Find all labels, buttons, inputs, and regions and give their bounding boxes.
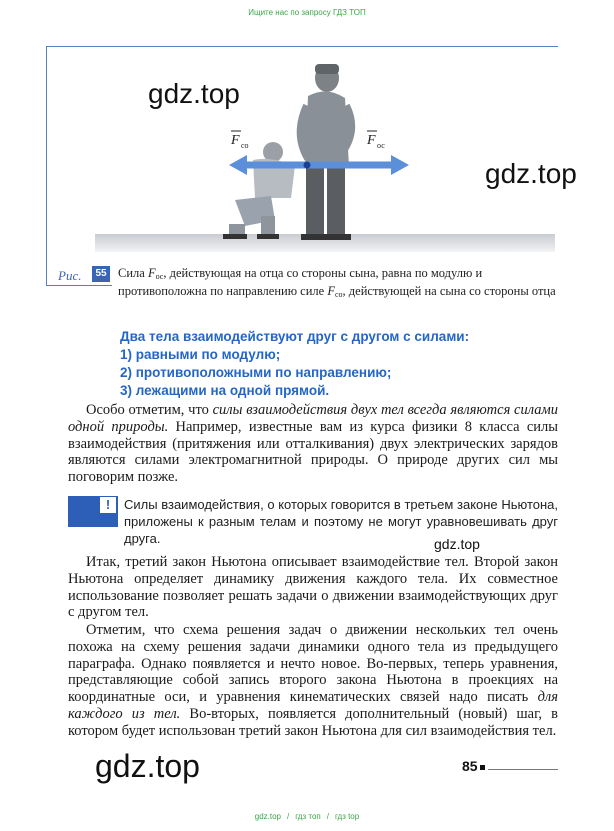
figure-frame-top xyxy=(46,46,558,47)
page-number: 85 xyxy=(462,758,478,774)
footer-links: gdz.top / гдз топ / гдз top xyxy=(254,812,360,821)
figure-frame-bottom xyxy=(46,285,112,286)
page-number-marker xyxy=(480,765,485,770)
highlight-intro: Два тела взаимодействуют друг с другом с силами: xyxy=(120,329,470,344)
figure-frame-left xyxy=(46,46,47,286)
highlight-item: 3) лежащими на одной прямой. xyxy=(120,383,330,398)
note-text: Силы взаимодействия, о которых говорится в третьем законе Ньютона, приложены к разным телам и поэтому не могут уравновешивать друг друга. xyxy=(124,497,558,546)
paragraph-forces-nature: Особо отметим, что силы взаимодействия двух тел всегда являются силами одной природы. Например, известные вам из курса физики 8 класса силы взаимодействия (притяжения или отталкивания) двух электрических зарядов являются силами электромагнитной природы. О природе других сил мы поговорим позже. xyxy=(68,402,558,486)
svg-text:со: со xyxy=(241,141,249,150)
note-underline xyxy=(68,526,118,527)
page-number-rule xyxy=(488,769,558,770)
figure-caption: Сила $F_{ос}$, действующая на отца со стороны сына, равна по модулю и противоположна по направлению силе $F_{со}$, действующей на сына со стороны отца xyxy=(118,266,556,299)
watermark: gdz.top xyxy=(485,158,577,189)
footer-link[interactable]: гдз top xyxy=(334,812,360,821)
force-label-right xyxy=(366,131,385,150)
highlight-rule xyxy=(120,328,560,400)
footer-link[interactable]: гдз топ xyxy=(295,812,321,821)
highlight-item: 2) противоположными по направлению; xyxy=(120,365,392,380)
watermark: gdz.top xyxy=(434,536,480,552)
watermark: gdz.top xyxy=(148,78,240,109)
son-figure xyxy=(223,142,295,239)
svg-text:F: F xyxy=(231,133,240,148)
highlight-item: 1) равными по модулю; xyxy=(120,347,281,362)
father-figure xyxy=(301,64,351,240)
top-search-note: Ищите нас по запросу ГДЗ ТОП xyxy=(248,8,366,17)
footer-link[interactable]: gdz.top xyxy=(254,812,282,821)
svg-text:F: F xyxy=(367,133,376,148)
paragraph-third-law-summary: Итак, третий закон Ньютона описывает взаимодействие тел. Второй закон Ньютона определяет динамику движения каждого тела. Их совместное использование позволяет решать задачи о движении взаимодействующих друг с другом тел. xyxy=(68,554,558,621)
watermark: gdz.top xyxy=(95,748,200,784)
svg-text:ос: ос xyxy=(377,141,385,150)
force-label-left xyxy=(230,131,249,150)
figure-label-prefix: Рис. xyxy=(58,268,82,283)
paragraph-solution-scheme: Отметим, что схема решения задач о движении нескольких тел очень похожа на схему решения задачи динамики одного тела из предыдущего параграфа. Однако появляется и нечто новое. Во-первых, теперь уравнения, представляющие собой запись второго закона Ньютона в проекциях на координатные оси, и уравнения кинематических связей надо писать для каждого из тел. Во-вторых, появляется дополнительный (новый) шаг, в котором будет использован третий закон Ньютона для сил взаимодействия тел. xyxy=(68,622,558,739)
exclamation-icon: ! xyxy=(100,497,116,513)
figure-number-badge: 55 xyxy=(92,266,110,282)
